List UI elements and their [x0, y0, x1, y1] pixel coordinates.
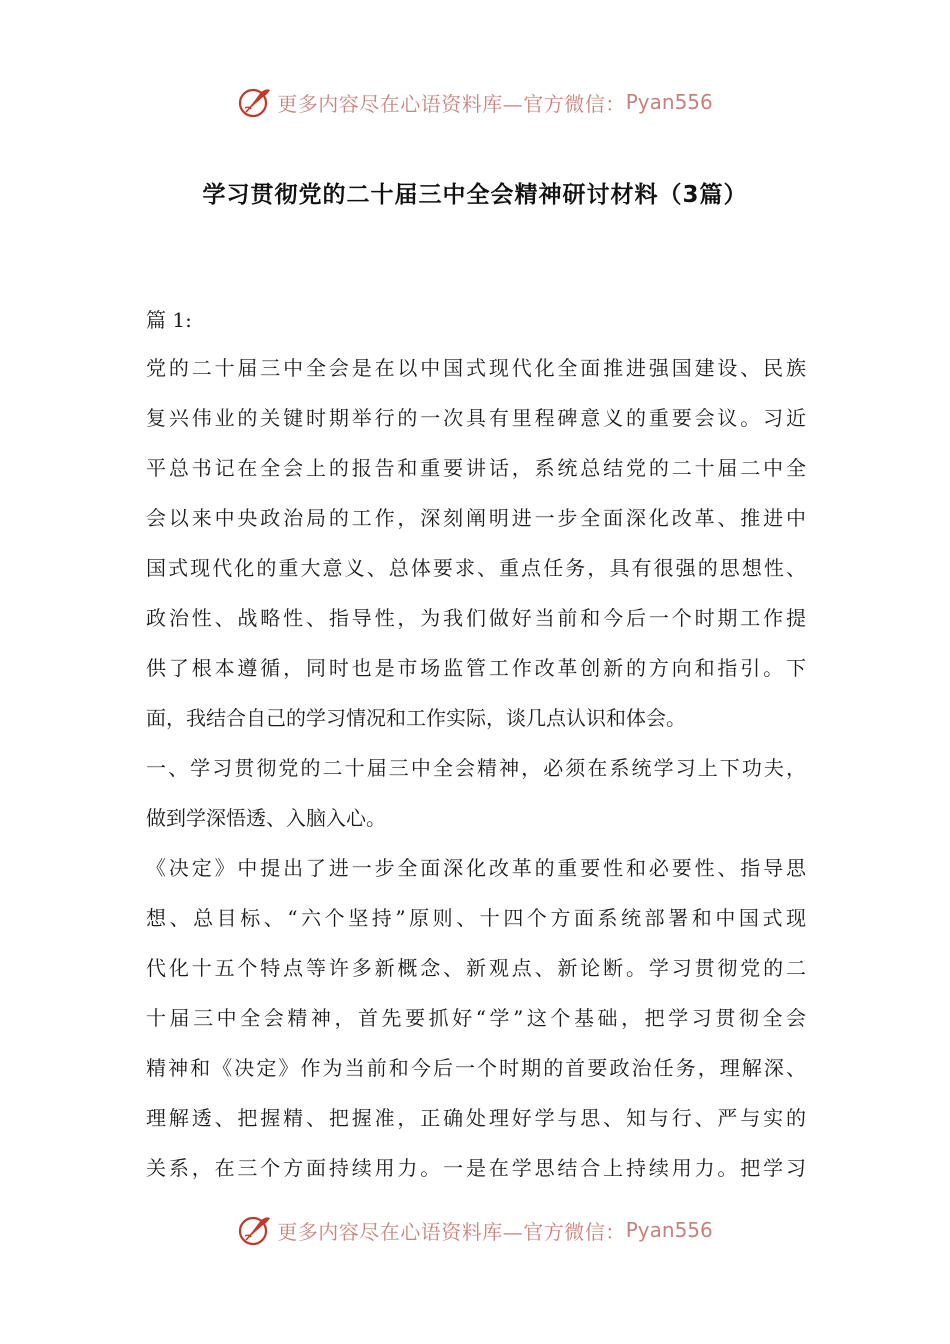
document-title: 学习贯彻党的二十届三中全会精神研讨材料（3篇） [202, 182, 748, 208]
text-line: 会以来中央政治局的工作，深刻阐明进一步全面深化改革、推进中 [146, 506, 806, 530]
banner-text: 更多内容尽在心语资料库—官方微信： [277, 91, 626, 116]
quill-logo-icon [237, 1212, 273, 1248]
text-line: 供了根本遵循，同时也是市场监管工作改革创新的方向和指引。下 [146, 656, 806, 680]
quill-logo-icon [237, 84, 273, 120]
section-label: 篇 1: [146, 308, 192, 332]
text-line: 想、总目标、“六个坚持”原则、十四个方面系统部署和中国式现 [146, 906, 806, 930]
banner-wechat-id: Pyan556 [625, 90, 713, 114]
text-line: 做到学深悟透、入脑入心。 [146, 806, 386, 830]
text-line: 政治性、战略性、指导性，为我们做好当前和今后一个时期工作提 [146, 606, 806, 630]
text-line: 十届三中全会精神，首先要抓好“学”这个基础，把学习贯彻全会 [146, 1006, 806, 1030]
banner-text: 更多内容尽在心语资料库—官方微信： [277, 1219, 626, 1244]
footer-banner [0, 1208, 950, 1252]
text-line: 一、学习贯彻党的二十届三中全会精神，必须在系统学习上下功夫， [146, 756, 806, 780]
header-banner [0, 80, 950, 124]
text-line: 国式现代化的重大意义、总体要求、重点任务，具有很强的思想性、 [146, 556, 806, 580]
text-line: 复兴伟业的关键时期举行的一次具有里程碑意义的重要会议。习近 [146, 406, 806, 430]
text-line: 党的二十届三中全会是在以中国式现代化全面推进强国建设、民族 [146, 356, 806, 380]
text-line: 代化十五个特点等许多新概念、新观点、新论断。学习贯彻党的二 [146, 956, 806, 980]
text-line: 平总书记在全会上的报告和重要讲话，系统总结党的二十届二中全 [146, 456, 806, 480]
text-line: 关系，在三个方面持续用力。一是在学思结合上持续用力。把学习 [146, 1156, 806, 1180]
body-text [146, 343, 806, 1193]
text-line: 精神和《决定》作为当前和今后一个时期的首要政治任务，理解深、 [146, 1056, 806, 1080]
text-line: 理解透、把握精、把握准，正确处理好学与思、知与行、严与实的 [146, 1106, 806, 1130]
banner-wechat-id: Pyan556 [625, 1218, 713, 1242]
text-line: 面，我结合自己的学习情况和工作实际，谈几点认识和体会。 [146, 706, 686, 730]
text-line: 《决定》中提出了进一步全面深化改革的重要性和必要性、指导思 [146, 856, 806, 880]
